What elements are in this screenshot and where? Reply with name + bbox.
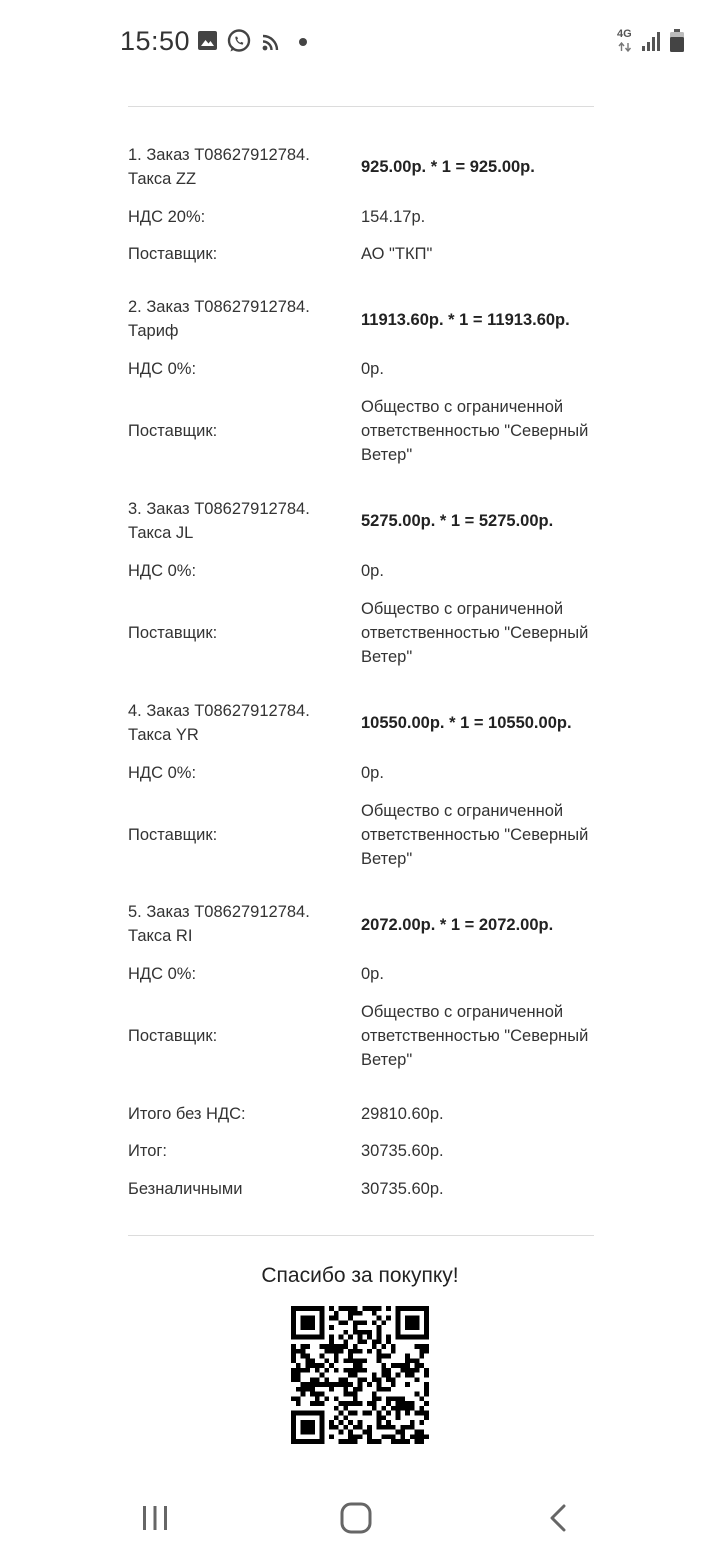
supplier-label: Поставщик: xyxy=(128,422,218,440)
item-amount: 925.00р. * 1 = 925.00р. xyxy=(361,158,535,176)
data-arrows-icon xyxy=(618,42,632,52)
vat-label: НДС 0%: xyxy=(128,764,197,782)
item-title: 3. Заказ T08627912784. Такса JL xyxy=(128,500,310,542)
total-without-vat-value: 29810.60р. xyxy=(361,1105,444,1123)
cashless-value: 30735.60р. xyxy=(361,1180,444,1198)
status-time: 15:50 xyxy=(120,26,191,56)
vat-label: НДС 20%: xyxy=(128,208,206,226)
recent-apps-icon[interactable] xyxy=(140,1504,170,1532)
vat-value: 0р. xyxy=(361,965,384,983)
supplier-value: Общество с ограниченной ответственностью "Северный Ветер" xyxy=(361,802,589,868)
vat-value: 0р. xyxy=(361,764,384,782)
item-title: 5. Заказ T08627912784. Такса RI xyxy=(128,903,310,945)
cashless-label: Безналичными xyxy=(128,1180,243,1198)
gallery-icon xyxy=(197,30,218,51)
back-icon[interactable] xyxy=(547,1503,569,1533)
item-amount: 5275.00р. * 1 = 5275.00р. xyxy=(361,512,554,530)
battery-icon xyxy=(669,29,685,52)
total-value: 30735.60р. xyxy=(361,1142,444,1160)
rss-icon xyxy=(262,34,279,51)
top-divider xyxy=(128,106,594,107)
qr-code xyxy=(291,1306,429,1444)
supplier-value: АО "ТКП" xyxy=(361,245,433,263)
vat-label: НДС 0%: xyxy=(128,562,197,580)
item-amount: 11913.60р. * 1 = 11913.60р. xyxy=(361,311,570,329)
signal-icon xyxy=(641,32,662,51)
item-title: 1. Заказ T08627912784. Такса ZZ xyxy=(128,146,310,188)
item-amount: 10550.00р. * 1 = 10550.00р. xyxy=(361,714,572,732)
vat-label: НДС 0%: xyxy=(128,360,197,378)
qr-modules xyxy=(291,1306,429,1444)
whatsapp-icon xyxy=(226,28,252,54)
bottom-divider xyxy=(128,1235,594,1236)
item-amount: 2072.00р. * 1 = 2072.00р. xyxy=(361,916,554,934)
network-type: 4G xyxy=(617,28,632,40)
supplier-label: Поставщик: xyxy=(128,624,218,642)
item-title: 2. Заказ T08627912784. Тариф xyxy=(128,298,310,340)
supplier-value: Общество с ограниченной ответственностью "Северный Ветер" xyxy=(361,398,589,464)
item-title: 4. Заказ T08627912784. Такса YR xyxy=(128,702,310,744)
supplier-label: Поставщик: xyxy=(128,1027,218,1045)
status-bar xyxy=(0,0,720,84)
vat-value: 154.17р. xyxy=(361,208,426,226)
thanks-message: Спасибо за покупку! xyxy=(261,1264,459,1287)
supplier-value: Общество с ограниченной ответственностью "Северный Ветер" xyxy=(361,1003,589,1069)
supplier-label: Поставщик: xyxy=(128,826,218,844)
navigation-bar xyxy=(0,1470,720,1560)
vat-value: 0р. xyxy=(361,562,384,580)
vat-label: НДС 0%: xyxy=(128,965,197,983)
total-label: Итог: xyxy=(128,1142,168,1160)
total-without-vat-label: Итого без НДС: xyxy=(128,1105,246,1123)
home-icon[interactable] xyxy=(339,1501,373,1535)
vat-value: 0р. xyxy=(361,360,384,378)
notification-dot-icon xyxy=(299,38,307,46)
supplier-label: Поставщик: xyxy=(128,245,218,263)
supplier-value: Общество с ограниченной ответственностью "Северный Ветер" xyxy=(361,600,589,666)
